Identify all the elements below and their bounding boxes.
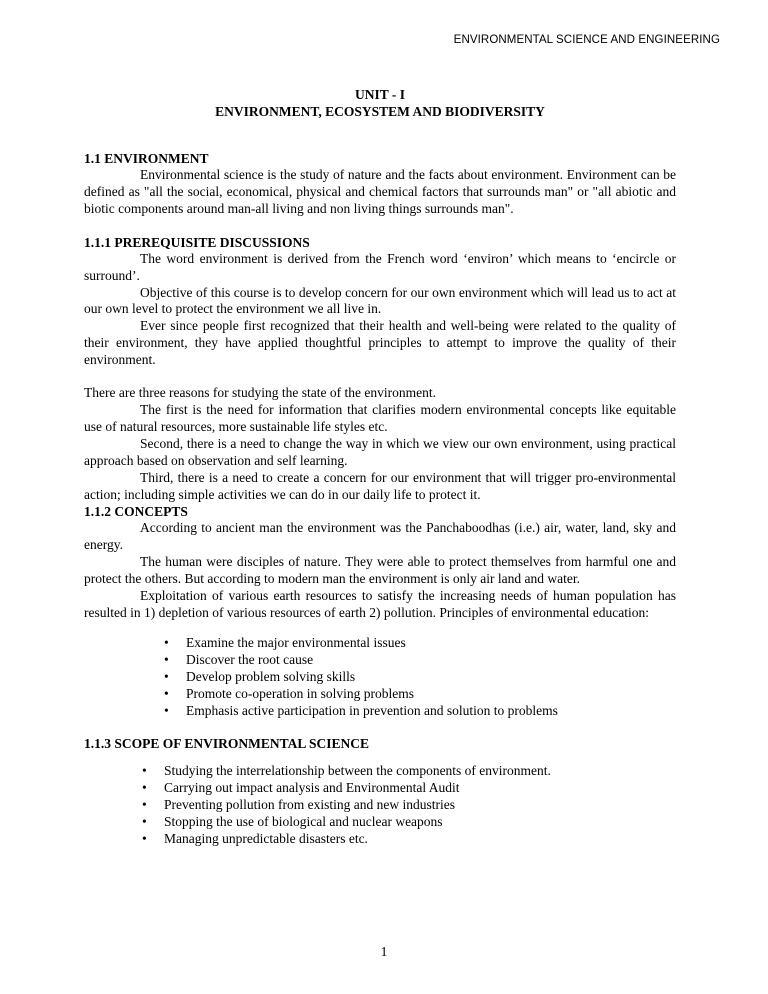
section-heading-environment: 1.1 ENVIRONMENT xyxy=(84,151,209,166)
paragraph: Exploitation of various earth resources to satisfy the increasing needs of human population has resulted in 1) depletion of various resources of earth 2) pollution. Principles of environmental education: xyxy=(84,588,676,620)
paragraph: The first is the need for information that clarifies modern environmental concepts like equitable use of natural resources, more sustainable life styles etc. xyxy=(84,401,676,434)
list-item: • Preventing pollution from existing and new industries xyxy=(142,796,455,812)
bullet-icon: • xyxy=(164,651,169,667)
bullet-icon: • xyxy=(164,685,169,701)
page-content xyxy=(84,86,676,847)
list-item: • Examine the major environmental issues xyxy=(164,634,406,650)
bullet-icon: • xyxy=(142,762,147,778)
paragraph: Second, there is a need to change the way in which we view our own environment, using practical approach based on observation and self learning. xyxy=(84,435,676,468)
paragraph: Third, there is a need to create a concern for our environment that will trigger pro-environmental action; including simple activities we can do in our daily life to protect it. xyxy=(84,469,676,502)
section-heading-concepts: 1.1.2 CONCEPTS xyxy=(84,504,188,520)
bullet-icon: • xyxy=(164,702,169,718)
section-heading-prerequisite: 1.1.1 PREREQUISITE DISCUSSIONS xyxy=(84,234,310,250)
unit-title xyxy=(84,86,676,120)
scope-list xyxy=(142,762,676,847)
paragraph: Objective of this course is to develop concern for our own environment which will lead us to act at our own level to protect the environment we all live in. xyxy=(84,284,676,317)
bullet-icon: • xyxy=(164,634,169,650)
bullet-icon: • xyxy=(142,779,147,795)
paragraph: Environmental science is the study of nature and the facts about environment. Environment can be defined as "all the social, economical, physical and chemical factors that surrounds man" or "all abiotic and biotic components around man-all living and non living things surrounds man". xyxy=(84,167,676,216)
section-heading-scope: 1.1.3 SCOPE OF ENVIRONMENTAL SCIENCE xyxy=(84,735,370,751)
list-item: • Develop problem solving skills xyxy=(164,668,356,684)
list-item: • Stopping the use of biological and nuclear weapons xyxy=(142,813,443,829)
bullet-icon: • xyxy=(142,830,147,846)
bullet-icon: • xyxy=(142,813,147,829)
paragraph: The word environment is derived from the French word ‘environ’ which means to ‘encircle or surround’. xyxy=(84,250,676,283)
list-item: • Studying the interrelationship between the components of environment. xyxy=(142,762,551,778)
running-header: ENVIRONMENTAL SCIENCE AND ENGINEERING xyxy=(453,34,720,46)
list-item: • Discover the root cause xyxy=(164,651,314,667)
list-item: • Promote co-operation in solving problems xyxy=(164,685,414,701)
bullet-icon: • xyxy=(164,668,169,684)
unit-number: UNIT - I xyxy=(354,87,405,102)
unit-subtitle: ENVIRONMENT, ECOSYSTEM AND BIODIVERSITY xyxy=(215,104,545,119)
principles-list xyxy=(164,634,676,719)
paragraph: There are three reasons for studying the state of the environment. xyxy=(84,385,436,401)
paragraph: Ever since people first recognized that their health and well-being were related to the quality of their environment, they have applied thoughtful principles to attempt to improve the quality of their environment. xyxy=(84,318,676,368)
page-number: 1 xyxy=(380,944,388,959)
paragraph: According to ancient man the environment was the Panchaboodhas (i.e.) air, water, land, sky and energy. xyxy=(84,520,676,553)
paragraph: The human were disciples of nature. They were able to protect themselves from harmful one and protect the others. But according to modern man the environment is only air land and water. xyxy=(84,554,676,587)
list-item: • Managing unpredictable disasters etc. xyxy=(142,830,368,846)
list-item: • Carrying out impact analysis and Environmental Audit xyxy=(142,779,460,795)
bullet-icon: • xyxy=(142,796,147,812)
list-item: • Emphasis active participation in prevention and solution to problems xyxy=(164,702,558,718)
